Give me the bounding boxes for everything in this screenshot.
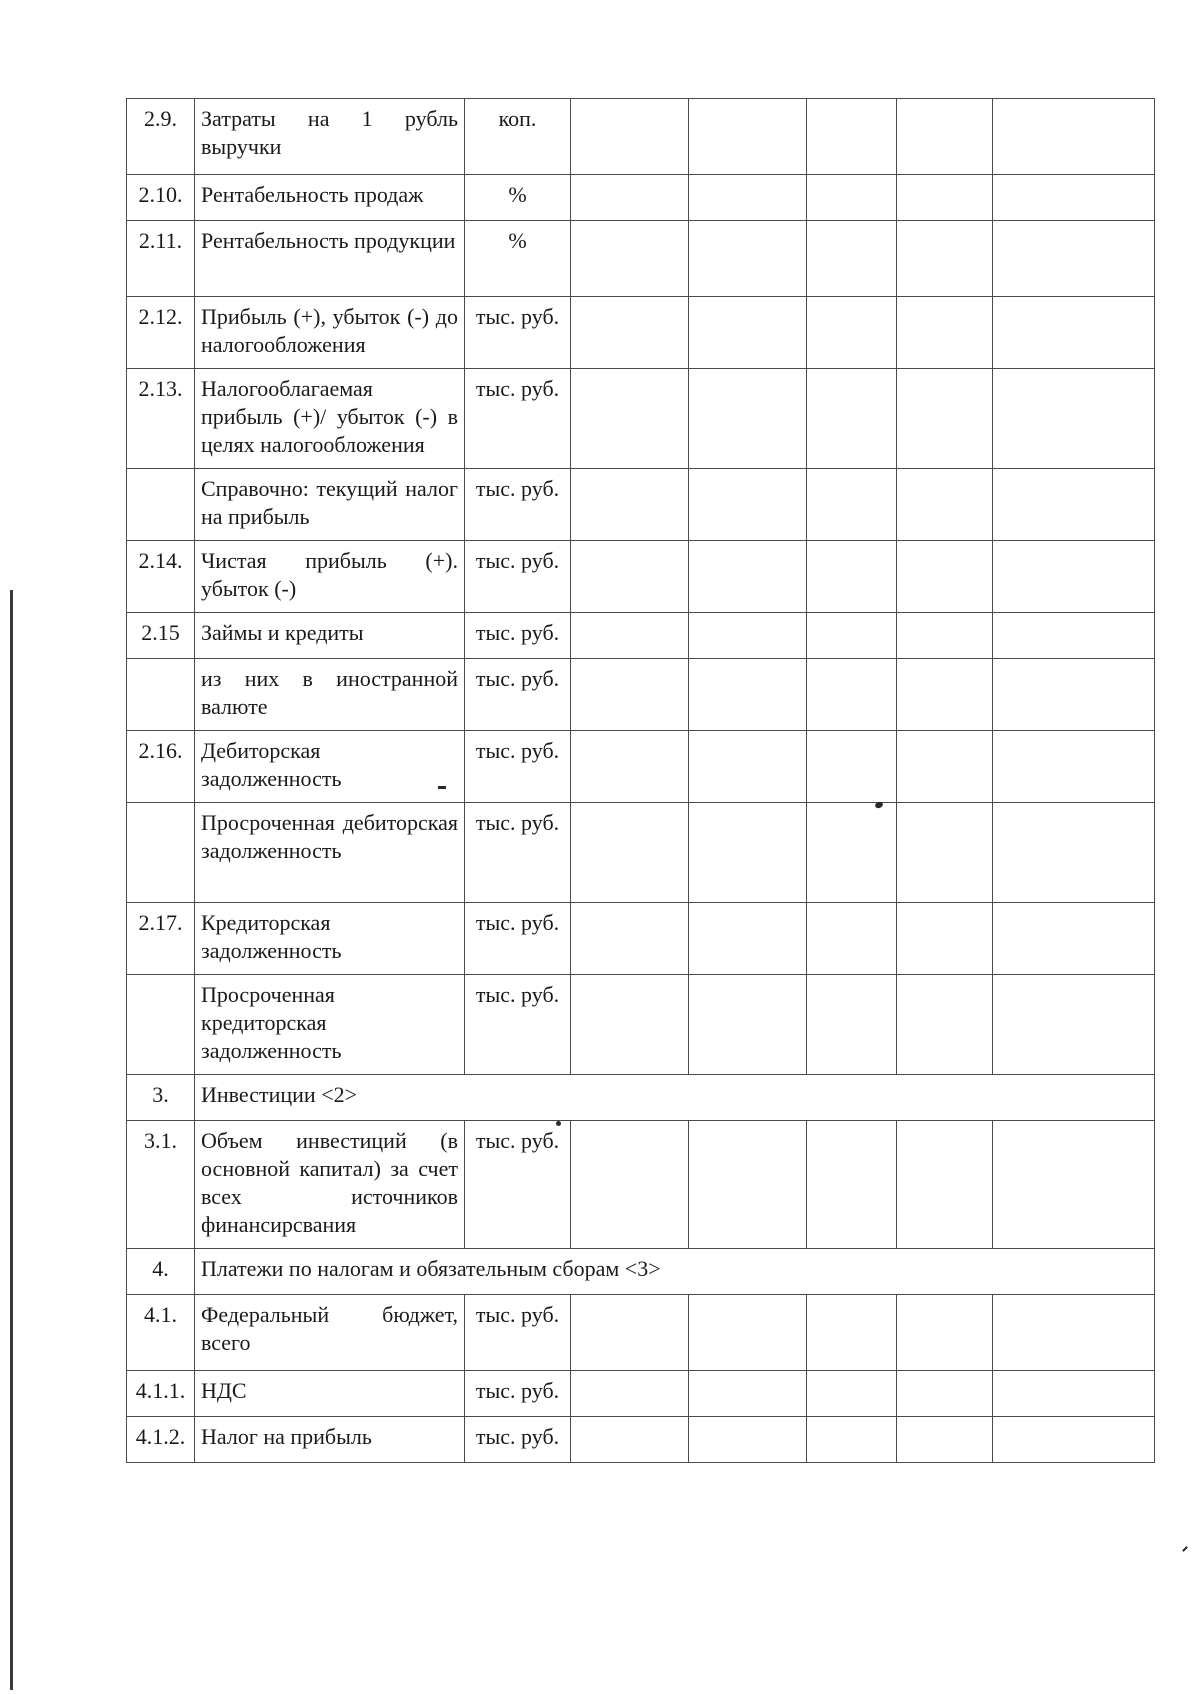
table-row (127, 1121, 1155, 1249)
table-row (127, 1295, 1155, 1371)
row-number: 2.13. (127, 369, 195, 469)
table-body (127, 99, 1155, 1463)
table-row (127, 297, 1155, 369)
value-cell (571, 613, 689, 659)
scan-edge-line (10, 590, 13, 1690)
table-row (127, 659, 1155, 731)
value-cell (689, 613, 807, 659)
indicator-name: Рентабельность продаж (195, 175, 465, 221)
row-number: 4.1.2. (127, 1417, 195, 1463)
unit-of-measure: тыс. руб. (465, 1121, 571, 1249)
row-number (127, 659, 195, 731)
value-cell (993, 903, 1155, 975)
indicator-name: из них в иностранной валюте (195, 659, 465, 731)
value-cell (689, 1371, 807, 1417)
value-cell (689, 469, 807, 541)
unit-of-measure: коп. (465, 99, 571, 175)
value-cell (897, 221, 993, 297)
unit-of-measure: тыс. руб. (465, 297, 571, 369)
value-cell (571, 541, 689, 613)
value-cell (993, 613, 1155, 659)
value-cell (897, 613, 993, 659)
value-cell (897, 975, 993, 1075)
value-cell (807, 99, 897, 175)
value-cell (807, 369, 897, 469)
unit-of-measure: % (465, 175, 571, 221)
value-cell (571, 1371, 689, 1417)
value-cell (897, 469, 993, 541)
value-cell (897, 659, 993, 731)
row-number: 2.16. (127, 731, 195, 803)
indicator-name: Налог на прибыль (195, 1417, 465, 1463)
value-cell (571, 469, 689, 541)
value-cell (993, 659, 1155, 731)
value-cell (807, 1417, 897, 1463)
value-cell (993, 731, 1155, 803)
value-cell (807, 1295, 897, 1371)
indicator-name: Кредиторская задолженность (195, 903, 465, 975)
value-cell (897, 903, 993, 975)
value-cell (689, 297, 807, 369)
value-cell (571, 221, 689, 297)
value-cell (689, 1417, 807, 1463)
value-cell (897, 1121, 993, 1249)
value-cell (689, 221, 807, 297)
value-cell (993, 541, 1155, 613)
value-cell (807, 731, 897, 803)
value-cell (993, 803, 1155, 903)
value-cell (689, 1295, 807, 1371)
value-cell (897, 1371, 993, 1417)
indicator-name: Рентабельность продукции (195, 221, 465, 297)
value-cell (807, 613, 897, 659)
value-cell (993, 1295, 1155, 1371)
value-cell (993, 297, 1155, 369)
value-cell (993, 369, 1155, 469)
row-number: 2.10. (127, 175, 195, 221)
value-cell (993, 975, 1155, 1075)
scan-speck (1182, 1546, 1188, 1552)
indicator-name: НДС (195, 1371, 465, 1417)
value-cell (897, 1417, 993, 1463)
indicator-name: Дебиторская задолженность (195, 731, 465, 803)
value-cell (571, 369, 689, 469)
indicator-name: Налогооблагаемая прибыль (+)/ убыток (-) в целях налогообложения (195, 369, 465, 469)
value-cell (689, 541, 807, 613)
unit-of-measure: тыс. руб. (465, 659, 571, 731)
value-cell (689, 803, 807, 903)
unit-of-measure: тыс. руб. (465, 803, 571, 903)
value-cell (897, 99, 993, 175)
value-cell (807, 903, 897, 975)
table-row (127, 221, 1155, 297)
unit-of-measure: тыс. руб. (465, 731, 571, 803)
section-row (127, 1249, 1155, 1295)
table-row (127, 369, 1155, 469)
value-cell (807, 1371, 897, 1417)
value-cell (689, 731, 807, 803)
indicator-name: Федеральный бюджет, всего (195, 1295, 465, 1371)
unit-of-measure: тыс. руб. (465, 1417, 571, 1463)
value-cell (807, 975, 897, 1075)
row-number: 3.1. (127, 1121, 195, 1249)
row-number (127, 975, 195, 1075)
value-cell (897, 1295, 993, 1371)
row-number: 4. (127, 1249, 195, 1295)
unit-of-measure: тыс. руб. (465, 369, 571, 469)
row-number: 3. (127, 1075, 195, 1121)
value-cell (807, 659, 897, 731)
value-cell (689, 175, 807, 221)
unit-of-measure: тыс. руб. (465, 613, 571, 659)
table-row (127, 731, 1155, 803)
value-cell (807, 541, 897, 613)
value-cell (807, 1121, 897, 1249)
unit-of-measure: тыс. руб. (465, 1295, 571, 1371)
section-title: Инвестиции <2> (195, 1075, 1155, 1121)
table-row (127, 469, 1155, 541)
unit-of-measure: тыс. руб. (465, 541, 571, 613)
table-row (127, 903, 1155, 975)
indicator-name: Справочно: текущий налог на прибыль (195, 469, 465, 541)
value-cell (571, 731, 689, 803)
table-row (127, 803, 1155, 903)
value-cell (689, 99, 807, 175)
value-cell (689, 659, 807, 731)
row-number: 2.17. (127, 903, 195, 975)
value-cell (897, 369, 993, 469)
value-cell (689, 903, 807, 975)
unit-of-measure: тыс. руб. (465, 1371, 571, 1417)
row-number (127, 803, 195, 903)
value-cell (807, 175, 897, 221)
scan-speck (438, 786, 446, 789)
table-row (127, 975, 1155, 1075)
unit-of-measure: тыс. руб. (465, 975, 571, 1075)
value-cell (571, 803, 689, 903)
value-cell (571, 297, 689, 369)
indicator-name: Просроченная дебиторская задолженность (195, 803, 465, 903)
row-number: 4.1.1. (127, 1371, 195, 1417)
indicator-name: Займы и кредиты (195, 613, 465, 659)
section-row (127, 1075, 1155, 1121)
value-cell (571, 1417, 689, 1463)
value-cell (993, 1371, 1155, 1417)
indicators-table (126, 98, 1155, 1463)
value-cell (571, 903, 689, 975)
section-title: Платежи по налогам и обязательным сборам <3> (195, 1249, 1155, 1295)
row-number: 2.9. (127, 99, 195, 175)
value-cell (993, 221, 1155, 297)
value-cell (993, 175, 1155, 221)
row-number: 2.11. (127, 221, 195, 297)
value-cell (689, 975, 807, 1075)
table-row (127, 1371, 1155, 1417)
value-cell (993, 1417, 1155, 1463)
value-cell (897, 541, 993, 613)
unit-of-measure: % (465, 221, 571, 297)
indicator-name: Затраты на 1 рубль выручки (195, 99, 465, 175)
indicator-name: Прибыль (+), убыток (-) до налогообложения (195, 297, 465, 369)
indicator-name: Чистая прибыль (+). убыток (-) (195, 541, 465, 613)
value-cell (571, 175, 689, 221)
table-row (127, 175, 1155, 221)
value-cell (571, 99, 689, 175)
row-number (127, 469, 195, 541)
value-cell (897, 175, 993, 221)
indicator-name: Просроченная кредиторская задолженность (195, 975, 465, 1075)
table-row (127, 541, 1155, 613)
table-row (127, 613, 1155, 659)
value-cell (807, 803, 897, 903)
value-cell (689, 1121, 807, 1249)
value-cell (807, 469, 897, 541)
row-number: 2.12. (127, 297, 195, 369)
value-cell (571, 1121, 689, 1249)
row-number: 2.14. (127, 541, 195, 613)
value-cell (993, 469, 1155, 541)
value-cell (897, 803, 993, 903)
row-number: 2.15 (127, 613, 195, 659)
unit-of-measure: тыс. руб. (465, 903, 571, 975)
value-cell (571, 659, 689, 731)
value-cell (897, 731, 993, 803)
scan-speck (556, 1121, 561, 1126)
row-number: 4.1. (127, 1295, 195, 1371)
indicator-name: Объем инвестиций (в основной капитал) за счет всех источников финансирсвания (195, 1121, 465, 1249)
table-row (127, 1417, 1155, 1463)
value-cell (571, 1295, 689, 1371)
value-cell (993, 99, 1155, 175)
value-cell (807, 221, 897, 297)
table-row (127, 99, 1155, 175)
value-cell (807, 297, 897, 369)
value-cell (897, 297, 993, 369)
value-cell (993, 1121, 1155, 1249)
value-cell (571, 975, 689, 1075)
value-cell (689, 369, 807, 469)
unit-of-measure: тыс. руб. (465, 469, 571, 541)
